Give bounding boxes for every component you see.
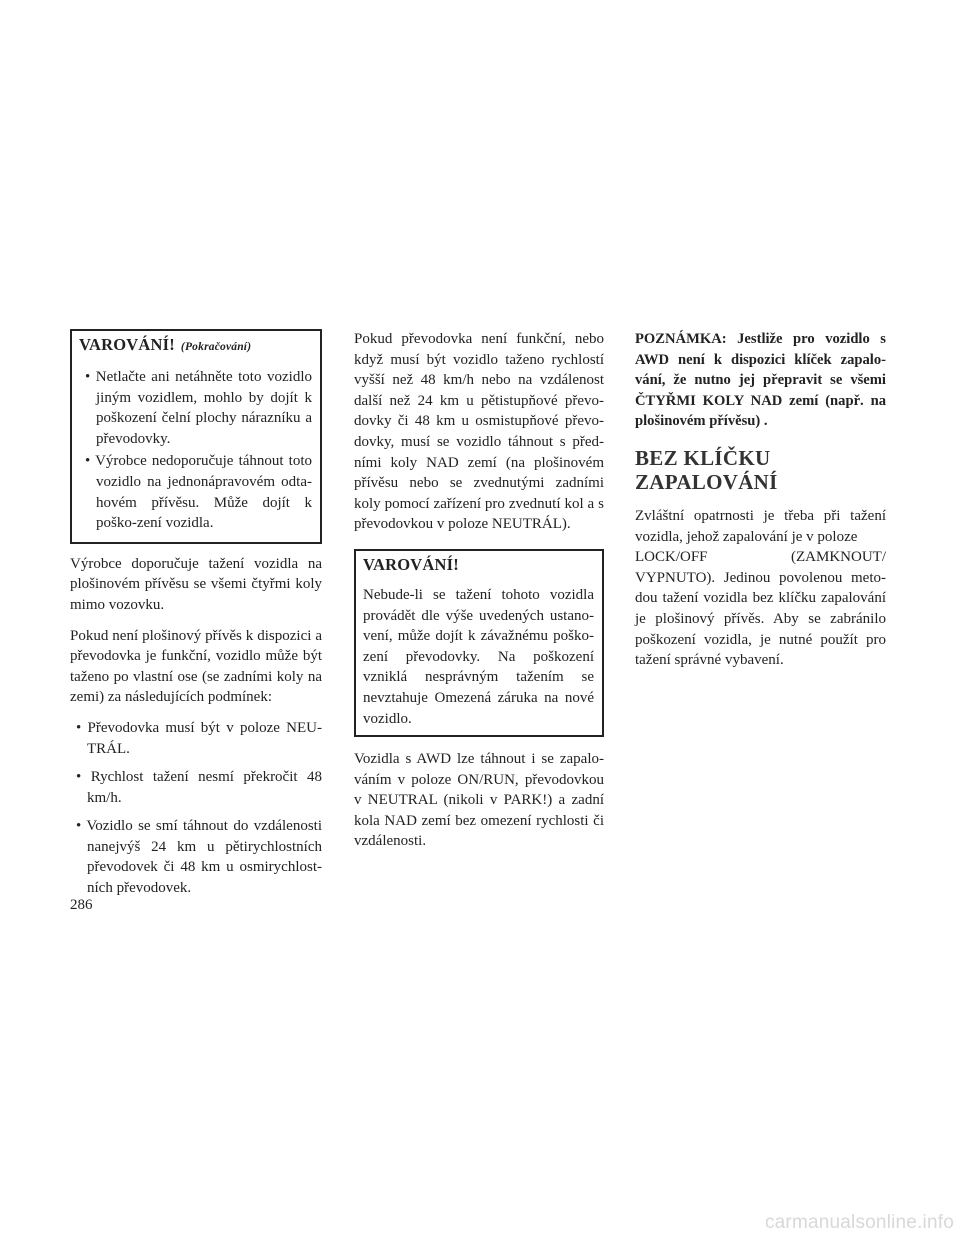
paragraph-start: Zvláštní opatrnosti je třeba při tažení vozidla, jehož zapalování je v poloze — [635, 507, 886, 545]
paragraph: Vozidla s AWD lze táhnout i se zapalo-váním v poloze ON/RUN, převodovkou v NEUTRAL (nikoli v PARK!) a zadní kola NAD zemí bez omezení rychlosti či vzdálenosti. — [354, 751, 604, 850]
condition-bullet: • Rychlost tažení nesmí překročit 48 km/h. — [76, 769, 322, 806]
lock-line — [635, 547, 886, 568]
middle-column — [354, 329, 604, 862]
warning-bullet: • Netlačte ani netáhněte toto vozidlo jiným vozidlem, mohlo by dojít k poškození čelní plochy nárazníku a převodovky. — [85, 369, 312, 447]
warning-box — [354, 549, 604, 737]
condition-bullet: • Vozidlo se smí táhnout do vzdálenosti nanejvýš 24 km u pětirychlostních převodovek či 48 km u osmirychlost-ních převodovek. — [76, 818, 322, 897]
heading-line: BEZ KLÍČKU — [635, 445, 771, 470]
watermark: carmanualsonline.info — [764, 1212, 954, 1233]
left-column — [70, 329, 322, 907]
warning-title: VAROVÁNÍ! — [363, 554, 459, 574]
heading-line: ZAPALOVÁNÍ — [635, 469, 778, 494]
paragraph: Pokud převodovka není funkční, nebo když musí být vozidlo taženo rychlostí vyšší než 48 km/h nebo na vzdálenost další než 24 km u pětistupňové převo-dovky či 48 km u osmistupňové převo-dovky, musí se vozidlo táhnout s před-ními koly NAD zemí (na plošinovém přívěsu nebo se zvednutými zadními koly pomocí zařízení pro zvednutí kol a s převodovkou v poloze NEUTRÁL). — [354, 331, 604, 533]
warning-title: VAROVÁNÍ! (Pokračování) — [79, 335, 252, 354]
section-heading — [635, 446, 886, 494]
paragraph: Výrobce doporučuje tažení vozidla na plošinovém přívěsu se všemi čtyřmi koly mimo vozovku. — [70, 555, 322, 613]
note: POZNÁMKA: Jestliže pro vozidlo s AWD není k dispozici klíček zapalo-vání, že nutno jej přepravit se všemi ČTYŘMI KOLY NAD zemí (např. na plošinovém přívěsu) . — [635, 331, 886, 430]
paragraph: Pokud není plošinový přívěs k dispozici a převodovka je funkční, vozidlo může být taženo po vlastní ose (se zadními koly na zemi) za následujících podmínek: — [70, 627, 322, 706]
warning-text: Nebude-li se tažení tohoto vozidla provádět dle výše uvedených ustano-vení, může dojít k závažnému poško-zení převodovky. Na poškození vzniklá nesprávným tažením se nevztahuje Omezená záruka na nové vozidlo. — [363, 586, 594, 727]
page-number: 286 — [70, 897, 93, 913]
paragraph-end: VYPNUTO). Jedinou povolenou meto-dou tažení vozidla bez klíčku zapalování je plošinový přívěs. Aby se zabránilo poškození vozidla, je nutné použít pro tažení správné vybavení. — [635, 569, 886, 669]
condition-bullet: • Převodovka musí být v poloze NEU-TRÁL. — [76, 719, 322, 757]
lock-right-text: (ZAMKNOUT/ — [791, 549, 886, 566]
paragraph — [635, 506, 886, 671]
warning-bullet: • Výrobce nedoporučuje táhnout toto vozidlo na jednonápravovém odta-hovém přívěsu. Může dojít k poško-zení vozidla. — [85, 453, 312, 532]
right-column — [635, 329, 886, 671]
lock-left-text: LOCK/OFF — [635, 549, 708, 566]
warning-box-continued — [70, 329, 322, 544]
continued-label: (Pokračování) — [180, 341, 252, 353]
